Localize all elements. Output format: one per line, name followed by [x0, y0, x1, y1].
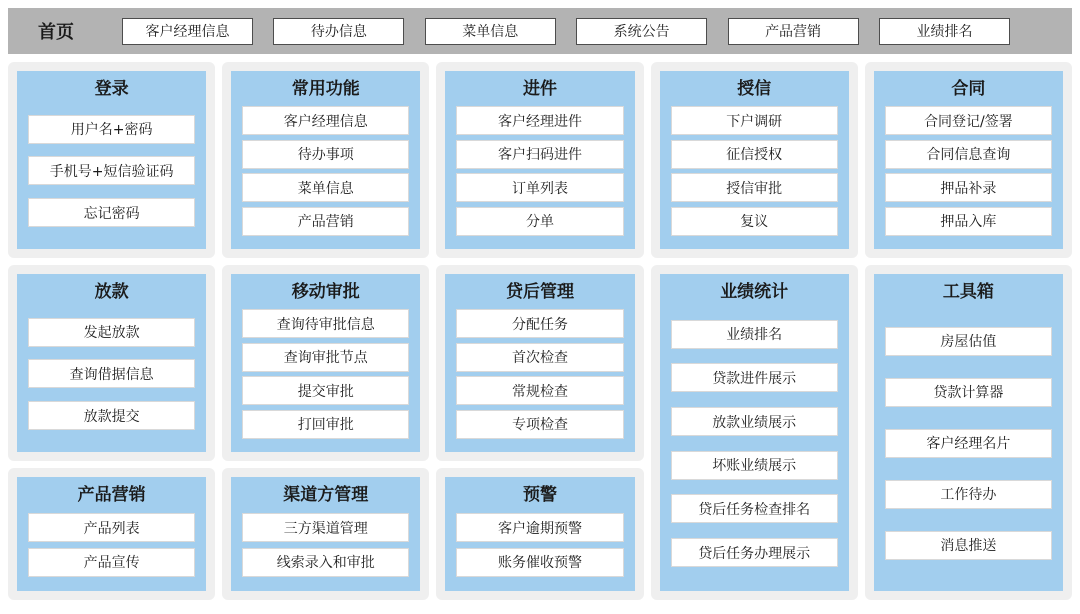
menu-item-button[interactable]: 产品宣传 [28, 548, 195, 577]
menu-item-button[interactable]: 线索录入和审批 [242, 548, 409, 577]
menu-item-button[interactable]: 三方渠道管理 [242, 513, 409, 542]
menu-item-button[interactable]: 分单 [456, 207, 623, 236]
panel-post-loan-management [436, 265, 643, 461]
menu-item-button[interactable]: 账务催收预警 [456, 548, 623, 577]
panel-title-common-functions: 常用功能 [291, 79, 360, 99]
menu-item-button[interactable]: 合同信息查询 [885, 140, 1052, 169]
menu-item-button[interactable]: 工作待办 [885, 480, 1052, 509]
menu-item-button[interactable]: 放款提交 [28, 401, 195, 430]
menu-item-button[interactable]: 下户调研 [671, 106, 838, 135]
panel-intake [436, 62, 643, 258]
menu-item-button[interactable]: 发起放款 [28, 318, 195, 347]
menu-item-button[interactable]: 待办事项 [242, 140, 409, 169]
module-grid [8, 62, 1072, 600]
menu-item-button[interactable]: 放款业绩展示 [671, 407, 838, 436]
menu-item-button[interactable]: 订单列表 [456, 173, 623, 202]
panel-login [8, 62, 215, 258]
menu-item-button[interactable]: 查询审批节点 [242, 343, 409, 372]
menu-item-button[interactable]: 用户名+密码 [28, 115, 195, 144]
menu-item-button[interactable]: 贷后任务检查排名 [671, 494, 838, 523]
panel-title-login: 登录 [94, 79, 129, 99]
top-nav-button[interactable]: 系统公告 [576, 18, 707, 45]
panel-title-toolbox: 工具箱 [942, 282, 994, 302]
panel-contract [865, 62, 1072, 258]
menu-item-button[interactable]: 押品入库 [885, 207, 1052, 236]
top-nav-button[interactable]: 待办信息 [273, 18, 404, 45]
menu-item-button[interactable]: 贷款进件展示 [671, 363, 838, 392]
panel-channel-management [222, 468, 429, 600]
top-nav-button[interactable]: 菜单信息 [425, 18, 556, 45]
menu-item-button[interactable]: 坏账业绩展示 [671, 451, 838, 480]
menu-item-button[interactable]: 贷款计算器 [885, 378, 1052, 407]
panel-title-warning: 预警 [522, 485, 557, 505]
menu-item-button[interactable]: 专项检查 [456, 410, 623, 439]
menu-item-button[interactable]: 产品营销 [242, 207, 409, 236]
menu-item-button[interactable]: 合同登记/签署 [885, 106, 1052, 135]
panel-title-mobile-approval: 移动审批 [291, 282, 360, 302]
menu-item-button[interactable]: 客户经理名片 [885, 429, 1052, 458]
menu-item-button[interactable]: 客户经理进件 [456, 106, 623, 135]
menu-item-button[interactable]: 首次检查 [456, 343, 623, 372]
panel-title-credit: 授信 [737, 79, 772, 99]
panel-credit [651, 62, 858, 258]
top-nav-button[interactable]: 产品营销 [728, 18, 859, 45]
top-nav-button[interactable]: 客户经理信息 [122, 18, 253, 45]
top-nav-buttons [122, 18, 1010, 45]
top-nav-bar [8, 8, 1072, 54]
panel-product-marketing [8, 468, 215, 600]
panel-performance-statistics [651, 265, 858, 600]
panel-title-post-loan-management: 贷后管理 [505, 282, 574, 302]
panel-title-performance-statistics: 业绩统计 [720, 282, 789, 302]
menu-item-button[interactable]: 查询借据信息 [28, 359, 195, 388]
menu-item-button[interactable]: 业绩排名 [671, 320, 838, 349]
menu-item-button[interactable]: 客户经理信息 [242, 106, 409, 135]
menu-item-button[interactable]: 分配任务 [456, 309, 623, 338]
panel-toolbox [865, 265, 1072, 600]
menu-item-button[interactable]: 菜单信息 [242, 173, 409, 202]
menu-item-button[interactable]: 查询待审批信息 [242, 309, 409, 338]
menu-item-button[interactable]: 房屋估值 [885, 327, 1052, 356]
menu-item-button[interactable]: 提交审批 [242, 376, 409, 405]
panel-title-contract: 合同 [951, 79, 986, 99]
panel-loan-disbursement [8, 265, 215, 461]
panel-title-intake: 进件 [522, 79, 557, 99]
panel-common-functions [222, 62, 429, 258]
panel-title-loan-disbursement: 放款 [94, 282, 129, 302]
menu-item-button[interactable]: 复议 [671, 207, 838, 236]
panel-warning [436, 468, 643, 600]
menu-item-button[interactable]: 客户逾期预警 [456, 513, 623, 542]
top-nav-button[interactable]: 业绩排名 [879, 18, 1010, 45]
menu-item-button[interactable]: 打回审批 [242, 410, 409, 439]
menu-item-button[interactable]: 押品补录 [885, 173, 1052, 202]
menu-item-button[interactable]: 消息推送 [885, 531, 1052, 560]
menu-item-button[interactable]: 贷后任务办理展示 [671, 538, 838, 567]
menu-item-button[interactable]: 客户扫码进件 [456, 140, 623, 169]
panel-title-product-marketing: 产品营销 [77, 485, 146, 505]
menu-item-button[interactable]: 手机号+短信验证码 [28, 156, 195, 185]
menu-item-button[interactable]: 产品列表 [28, 513, 195, 542]
menu-item-button[interactable]: 忘记密码 [28, 198, 195, 227]
menu-item-button[interactable]: 授信审批 [671, 173, 838, 202]
panel-title-channel-management: 渠道方管理 [283, 485, 369, 505]
menu-item-button[interactable]: 常规检查 [456, 376, 623, 405]
panel-mobile-approval [222, 265, 429, 461]
menu-item-button[interactable]: 征信授权 [671, 140, 838, 169]
home-label: 首页 [38, 22, 74, 43]
